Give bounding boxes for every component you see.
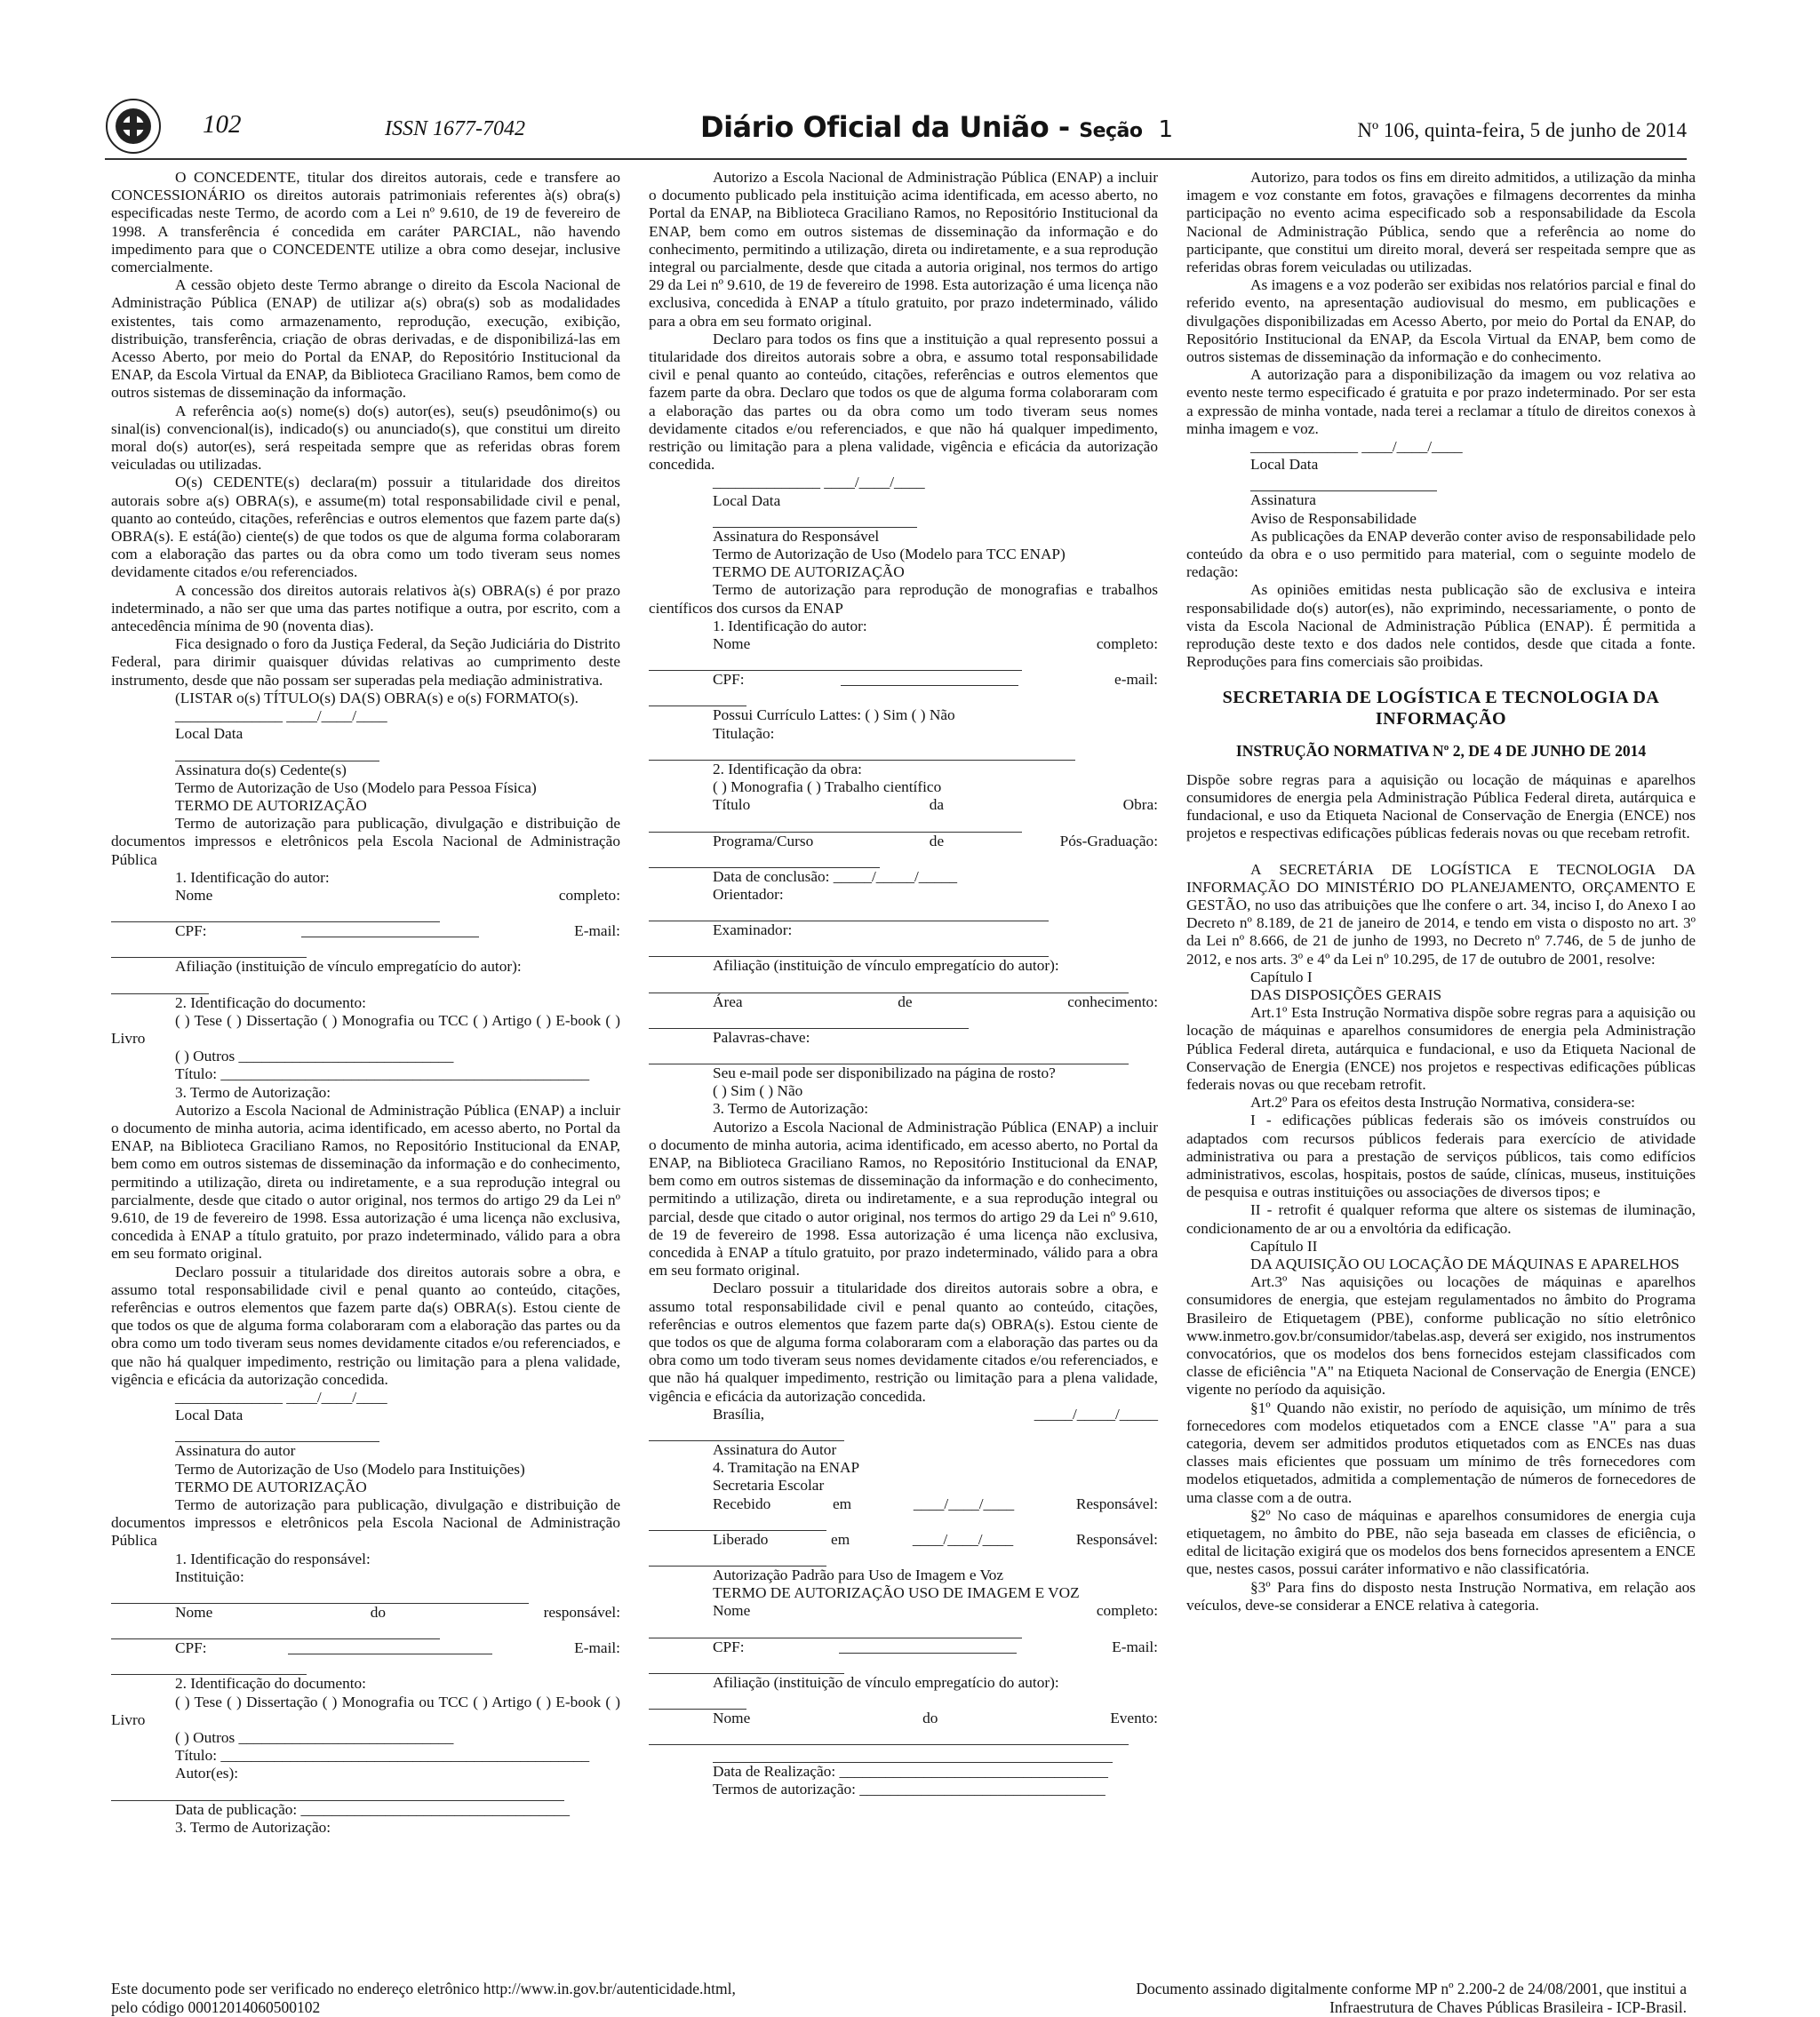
form-field: CPF: e-mail: <box>713 671 1158 689</box>
paragraph: O(s) CEDENTE(s) declara(m) possuir a titularidade dos direitos autorais sobre a(s) OBRA(s), e assume(m) total responsabilidade civil e penal, quanto ao conteúdo, citações, referências e outros elementos que fazem parte da(s) OBRA(s). E está(ão) ciente(s) de que todos os que de alguma forma colaboraram com a elaboração das partes ou da obra como um todo tiveram seus nomes devidamente citados e/ou referenciados. <box>111 474 620 581</box>
form-blank <box>111 1783 564 1801</box>
verification-url-text: Este documento pode ser verificado no endereço eletrônico http://www.in.gov.br/autenticidade.html, <box>111 1980 736 1997</box>
article-paragraph: §1º Quando não existir, no período de aquisição, um mínimo de três fornecedores com modelos etiquetados com a ENCE classe "A" para a sua categoria, devem ser admitidos produtos etiquetados com as ENCEs nas duas classes mais eficientes que possuam um mínimo de três fornecedores com modelos etiquetados, admitida a complementação de números de fornecedores de uma classe com a de outra. <box>1186 1399 1696 1506</box>
form-blank <box>111 977 209 994</box>
act-summary: Dispõe sobre regras para a aquisição ou locação de máquinas e aparelhos consumidores de energia pela Administração Pública Federal direta, autárquica e fundacional, e uso da Etiqueta Nacional de Conservação de Energia (ENCE) nos projetos e respectivas edificações públicas federais novas ou que recebam retrofit. <box>1186 770 1696 842</box>
form-field: Área de conhecimento: <box>713 993 1158 1010</box>
page-header <box>105 98 1687 151</box>
form-field: CPF: E-mail: <box>175 1639 620 1657</box>
header-rule <box>105 158 1687 160</box>
imprensa-nacional-seal-icon <box>105 98 162 155</box>
paragraph: Declaro possuir a titularidade dos direitos autorais sobre a obra, e assumo total responsabilidade civil e penal quanto ao conteúdo, citações, referências e outros elementos que fazem parte da(s) OBRA(s). Estou ciente de que todos os que de alguma forma colaboraram com a elaboração das partes ou da obra como um todo tiveram seus nomes devidamente citados e/ou referenciados, e que não há qualquer impedimento, restrição ou limitação para a plena validade, vigência e eficácia da autorização concedida. <box>649 1280 1158 1405</box>
signature-label: Assinatura do autor <box>175 1442 296 1460</box>
form-blank <box>649 939 1049 957</box>
form-title: TERMO DE AUTORIZAÇÃO <box>175 1478 367 1495</box>
form-title: Termo de Autorização de Uso (Modelo para Instituições) <box>175 1460 525 1478</box>
form-blank <box>649 904 1049 921</box>
form-blank <box>649 689 746 706</box>
form-field: Programa/Curso de Pós-Graduação: <box>713 832 1158 849</box>
article: Art.2º Para os efeitos desta Instrução Normativa, considera-se: <box>1250 1094 1635 1112</box>
form-field: Nome completo: <box>713 1602 1158 1620</box>
form-field: Data de Realização: ___________________________________ <box>713 1763 1108 1781</box>
paragraph: Fica designado o foro da Justiça Federal, da Seção Judiciária do Distrito Federal, para dirimir quaisquer dúvidas relativas ao cumprimento deste instrumento, desde que não possam ser superadas pela mediação administrativa. <box>111 635 620 689</box>
signature-blank <box>175 744 379 761</box>
form-title: TERMO DE AUTORIZAÇÃO <box>175 796 367 814</box>
form-blank <box>649 1692 746 1710</box>
form-blank <box>111 905 440 922</box>
chapter-number: Capítulo I <box>1250 968 1313 985</box>
paragraph: Termo de autorização para reprodução de monografias e trabalhos científicos dos cursos da ENAP <box>649 581 1158 617</box>
notice-title: Aviso de Responsabilidade <box>1250 509 1417 527</box>
paragraph: Autorizo a Escola Nacional de Administração Pública (ENAP) a incluir o documento publicado pela instituição acima identificada, em acesso aberto, no Portal da ENAP, na Biblioteca Graciliano Ramos, no Repositório Institucional da ENAP, bem como em outros sistemas de disseminação da informação e do conhecimento, permitindo a utilização, direta ou indiretamente, e a sua reprodução integral ou parcialmente, desde que citada a autoria original, nos termos do artigo 29 da Lei nº 9.610, de 19 de fevereiro de 1998. Esta autorização é uma licença não exclusiva, concedida à ENAP a título gratuito, por prazo indeterminado, válido para a obra em seu formato original. <box>649 169 1158 330</box>
column-1 <box>111 169 620 1837</box>
form-blank <box>649 1727 1129 1745</box>
form-field: Afiliação (instituição de vínculo empregatício do autor): <box>175 958 522 976</box>
form-field: ( ) Outros ____________________________ <box>175 1729 454 1747</box>
form-title: TERMO DE AUTORIZAÇÃO <box>713 563 905 581</box>
checkbox-options: ( ) Sim ( ) Não <box>713 1082 803 1100</box>
paragraph: As imagens e a voz poderão ser exibidas nos relatórios parcial e final do referido evento, na apresentação audiovisual do mesmo, em publicações e divulgações disponibilizadas em Acesso Aberto, por meio do Portal da ENAP, do Repositório Institucional da ENAP, da Escola Virtual da ENAP, bem como de outros sistemas de disseminação da informação e do conhecimento. <box>1186 276 1696 366</box>
checkbox-options: ( ) Tese ( ) Dissertação ( ) Monografia ou TCC ( ) Artigo ( ) E-book ( ) Livro <box>111 1693 620 1728</box>
form-blank <box>649 976 1129 993</box>
form-blank <box>649 1011 969 1029</box>
form-field: Seu e-mail pode ser disponibilizado na página de rosto? <box>713 1064 1056 1081</box>
paragraph: (LISTAR o(s) TÍTULO(s) DA(S) OBRA(s) e o(s) FORMATO(s). <box>175 689 579 706</box>
page-number: 102 <box>203 110 242 139</box>
signature-label: Assinatura <box>1250 491 1316 509</box>
form-field: Nome do Evento: <box>713 1710 1158 1727</box>
form-blank <box>649 653 1022 671</box>
form-blank <box>111 940 307 958</box>
paragraph: As opiniões emitidas nesta publicação são de exclusiva e inteira responsabilidade do(s) autor(es), não exprimindo, necessariamente, o ponto de vista da Escola Nacional de Administração Pública (ENAP). É permitida a reprodução deste texto e dos dados nele contidos, desde que citada a fonte. Reproduções para fins comerciais são proibidas. <box>1186 581 1696 671</box>
article-paragraph: §3º Para fins do disposto nesta Instrução Normativa, em relação aos veículos, deve-se considerar a ENCE relativa à categoria. <box>1186 1578 1696 1614</box>
form-blank <box>649 1549 826 1567</box>
form-blank <box>111 1657 307 1675</box>
form-field: Nome completo: <box>175 886 620 904</box>
issn: ISSN 1677-7042 <box>385 117 525 140</box>
form-blank <box>713 1745 1113 1763</box>
form-blank <box>649 743 1075 761</box>
paragraph: A concessão dos direitos autorais relativos à(s) OBRA(s) é por prazo indeterminado, a não ser que uma das partes notifique a outra, por escrito, com a antecedência mínima de 90 (noventa dias). <box>111 581 620 635</box>
chapter-title: DAS DISPOSIÇÕES GERAIS <box>1250 985 1442 1003</box>
signature-blank <box>713 510 917 528</box>
signature-line: ______________ ____/____/____ <box>713 474 925 491</box>
local-data-label: Local Data <box>175 725 243 743</box>
form-field: CPF: E-mail: <box>713 1638 1158 1655</box>
article: Art.3º Nas aquisições ou locações de máquinas e aparelhos consumidores de energia, que estejam regulamentados no âmbito do Programa Brasileiro de Etiquetagem (PBE), conforme publicação no sítio eletrônico www.inmetro.gov.br/consumidor/tabelas.asp, deverá ser exigido, nos instrumentos convocatórios, que os modelos dos bens fornecidos estejam classificados com classe de eficiência "A" na Etiqueta Nacional de Conservação de Energia (ENCE) vigente no período da aquisição. <box>1186 1273 1696 1399</box>
form-field: Secretaria Escolar <box>713 1477 825 1495</box>
paragraph: Termo de autorização para publicação, divulgação e distribuição de documentos impressos e eletrônicos pela Escola Nacional de Administração Pública <box>111 815 620 868</box>
form-blank <box>649 1621 1022 1638</box>
form-blank <box>649 850 880 868</box>
form-field: Instituição: <box>175 1567 244 1585</box>
form-field: Liberado em ____/____/____ Responsável: <box>713 1530 1158 1548</box>
form-field: Orientador: <box>713 885 784 903</box>
paragraph: Autorizo a Escola Nacional de Administração Pública (ENAP) a incluir o documento de minha autoria, acima identificado, em acesso aberto, no Portal da ENAP, na Biblioteca Graciliano Ramos, no Repositório Institucional da ENAP, bem como em outros sistemas de disseminação da informação e do conhecimento, permitindo a utilização, direta ou indiretamente, e a sua reprodução integral ou parcial, desde que citado o autor original, nos termos do artigo 29 da Lei nº 9.610, de 19 de fevereiro de 1998. Essa autorização é uma licença não exclusiva, concedida à ENAP a título gratuito, por prazo indeterminado, válido para a obra em seu formato original. <box>649 1118 1158 1280</box>
act-heading: INSTRUÇÃO NORMATIVA Nº 2, DE 4 DE JUNHO DE 2014 <box>1235 742 1647 761</box>
form-field: Data de publicação: ___________________________________ <box>175 1800 570 1818</box>
chapter-title: DA AQUISIÇÃO OU LOCAÇÃO DE MÁQUINAS E APARELHOS <box>1250 1255 1680 1272</box>
form-blank <box>649 1513 826 1531</box>
article-item: II - retrofit é qualquer reforma que altere os sistemas de iluminação, condicionamento de ar ou a envoltória da edificação. <box>1186 1201 1696 1237</box>
section-label: 1. Identificação do responsável: <box>175 1550 371 1567</box>
signature-line: ______________ ____/____/____ <box>175 1389 387 1406</box>
checkbox-options: ( ) Tese ( ) Dissertação ( ) Monografia ou TCC ( ) Artigo ( ) E-book ( ) Livro <box>111 1011 620 1047</box>
column-3 <box>1186 169 1696 1614</box>
form-title: TERMO DE AUTORIZAÇÃO USO DE IMAGEM E VOZ <box>713 1584 1080 1602</box>
footer-verification <box>111 1980 822 2017</box>
signature-label: Assinatura do Autor <box>713 1440 837 1458</box>
paragraph: A SECRETÁRIA DE LOGÍSTICA E TECNOLOGIA DA INFORMAÇÃO DO MINISTÉRIO DO PLANEJAMENTO, ORÇAMENTO E GESTÃO, no uso das atribuições que lhe confere o art. 34, inciso I, do Anexo I ao Decreto nº 8.189, de 21 de janeiro de 2014, e tendo em vista o disposto no art. 3º da Lei nº 8.666, de 21 de junho de 1993, no Decreto nº 7.746, de 5 de junho de 2012, e nos arts. 3º e 4º da Lei nº 10.295, de 17 de outubro de 2001, resolve: <box>1186 860 1696 968</box>
form-field: Título da Obra: <box>713 796 1158 814</box>
section-label: Seção <box>1079 120 1143 142</box>
verification-code: pelo código 00012014060500102 <box>111 1998 321 2016</box>
form-blank <box>649 1423 844 1441</box>
paragraph: As publicações da ENAP deverão conter aviso de responsabilidade pelo conteúdo da obra e o uso permitido para material, com o seguinte modelo de redação: <box>1186 527 1696 581</box>
form-field: CPF: E-mail: <box>175 922 620 940</box>
form-field: Termos de autorização: ________________________________ <box>713 1781 1106 1798</box>
form-field: Título: ________________________________________________ <box>175 1065 590 1083</box>
signature-notice-line: Documento assinado digitalmente conforme MP nº 2.200-2 de 24/08/2001, que institui a <box>1136 1980 1687 1997</box>
form-field: ( ) Outros ____________________________ <box>175 1048 454 1065</box>
paragraph: A cessão objeto deste Termo abrange o direito da Escola Nacional de Administração Pública (ENAP) de utilizar a(s) obra(s) sob as modalidades existentes, tais como armazenamento, reprodução, execução, exibição, distribuição, transferência, criação de obras derivadas, e de disponibilizá-las em Acesso Aberto, por meio do Portal da ENAP, do Repositório Institucional da ENAP, da Escola Virtual da ENAP, da Biblioteca Graciliano Ramos, bem como de outros sistemas de disseminação da informação. <box>111 276 620 402</box>
section-label: 1. Identificação do autor: <box>175 868 330 886</box>
local-data-label: Local Data <box>175 1407 243 1424</box>
form-field: Nome do responsável: <box>175 1604 620 1622</box>
section-label: 3. Termo de Autorização: <box>175 1083 331 1101</box>
section-number: 1 <box>1158 116 1173 143</box>
form-field: Examinador: <box>713 921 793 939</box>
signature-blank <box>1250 474 1437 491</box>
signature-line: ______________ ____/____/____ <box>175 707 387 725</box>
spacer <box>1186 843 1696 861</box>
section-label: 3. Termo de Autorização: <box>175 1818 331 1836</box>
paragraph: A referência ao(s) nome(s) do(s) autor(es), seu(s) pseudônimo(s) ou sinal(is) convencional(is), indicado(s) ou anunciado(s), que constitui um direito moral do(s) autor(es), será respeitada sempre que as referidas obras forem veiculadas ou utilizadas. <box>111 402 620 474</box>
form-blank <box>649 1047 1129 1064</box>
paragraph: A autorização para a disponibilização da imagem ou voz relativa ao evento neste termo especificado é gratuita e por prazo indeterminado. Por ser esta a expressão de minha vontade, nada terei a reclamar a título de direitos conexos à minha imagem e voz. <box>1186 366 1696 437</box>
paragraph: Autorizo, para todos os fins em direito admitidos, a utilização da minha imagem e voz constante em fotos, gravações e filmagens decorrentes da minha participação no evento acima especificado sob a responsabilidade da Escola Nacional de Administração Pública, sendo que a referência ao nome do participante, que constitui um direito moral, deverá ser respeitada sempre que as referidas obras forem veiculadas ou utilizadas. <box>1186 169 1696 276</box>
signature-line: ______________ ____/____/____ <box>1250 438 1463 456</box>
paragraph: Declaro possuir a titularidade dos direitos autorais sobre a obra, e assumo total responsabilidade civil e penal quanto ao conteúdo, citações, referências e outros elementos que fazem parte da(s) OBRA(s). Estou ciente de que todos os que de alguma forma colaboraram com a elaboração das partes ou da obra como um todo tiveram seus nomes devidamente citados e/ou referenciados, e que não há qualquer impedimento, restrição ou limitação para a plena validade, vigência e eficácia da autorização concedida. <box>111 1263 620 1388</box>
paragraph: Autorizo a Escola Nacional de Administração Pública (ENAP) a incluir o documento de minha autoria, acima identificado, em acesso aberto, no Portal da ENAP, na Biblioteca Graciliano Ramos, no Repositório Institucional da ENAP, bem como em outros sistemas de disseminação da informação e do conhecimento, permitindo a utilização, direta ou indiretamente, e a sua reprodução integral ou parcialmente, desde que citado o autor original, nos termos do artigo 29 da Lei nº 9.610, de 19 de fevereiro de 1998. Essa autorização é uma licença não exclusiva, concedida à ENAP a título gratuito, por prazo indeterminado, válido para a obra em seu formato original. <box>111 1101 620 1263</box>
edition-info: Nº 106, quinta-feira, 5 de junho de 2014 <box>1357 119 1687 141</box>
form-title: Termo de Autorização de Uso (Modelo para Pessoa Física) <box>175 778 537 796</box>
form-field: Data de conclusão: _____/_____/_____ <box>713 867 958 885</box>
article-item: I - edificações públicas federais são os imóveis construídos ou adaptados com recursos públicos federais para exercício de atividade administrativa ou para a prestação de serviços públicos, tais como edifícios administrativos, escolas, hospitais, postos de saúde, clínicas, museus, instituições de pesquisa e outras instituições ou associações de diversos tipos; e <box>1186 1112 1696 1201</box>
local-data-label: Local Data <box>1250 456 1319 474</box>
journal-name: Diário Oficial da União - <box>700 110 1080 144</box>
paragraph: O CONCEDENTE, titular dos direitos autorais, cede e transfere ao CONCESSIONÁRIO os direitos autorais patrimoniais referentes à(s) obra(s) especificadas neste Termo, de acordo com a Lei nº 9.610, de 19 de fevereiro de 1998. A transferência é concedida em caráter PARCIAL, não havendo impedimento para que o CONCEDENTE utilize a obra como desejar, inclusive comercialmente. <box>111 169 620 276</box>
form-field: Titulação: <box>713 724 775 742</box>
section-label: 3. Termo de Autorização: <box>713 1100 869 1118</box>
form-blank <box>649 815 1022 833</box>
form-field: Palavras-chave: <box>713 1028 810 1046</box>
paragraph: Declaro para todos os fins que a instituição a qual represento possui a titularidade dos direitos autorais sobre a obra, e assumo total responsabilidade civil e penal quanto ao conteúdo, citações, referências e outros elementos que fazem parte da obra. Declaro que todos os que de alguma forma colaboraram com a elaboração das partes ou da obra como um todo tiveram seus nomes devidamente citados e/ou referenciados, e que não há qualquer impedimento, restrição ou limitação para a plena validade, vigência e eficácia da autorização concedida. <box>649 330 1158 474</box>
form-field: Título: ________________________________________________ <box>175 1747 590 1765</box>
column-2 <box>649 169 1158 1799</box>
article-paragraph: §2º No caso de máquinas e aparelhos consumidores de energia cuja etiquetagem, no âmbito do PBE, não seja baseada em classes de eficiência, o edital de licitação exigirá que os modelos dos bens fornecidos apresentem a ENCE que, nestes casos, possui caráter informativo e não classificatória. <box>1186 1506 1696 1578</box>
chapter-number: Capítulo II <box>1250 1237 1318 1255</box>
form-field: Possui Currículo Lattes: ( ) Sim ( ) Não <box>713 706 955 724</box>
paragraph: Termo de autorização para publicação, divulgação e distribuição de documentos impressos e eletrônicos pela Escola Nacional de Administração Pública <box>111 1496 620 1550</box>
form-blank <box>111 1586 529 1604</box>
signature-label: Assinatura do Responsável <box>713 527 880 545</box>
checkbox-options: ( ) Monografia ( ) Trabalho científico <box>713 778 942 796</box>
signature-label: Assinatura do(s) Cedente(s) <box>175 761 347 778</box>
section-label: 2. Identificação do documento: <box>175 1675 366 1693</box>
form-blank <box>111 1622 440 1639</box>
journal-title <box>700 110 1173 144</box>
section-label: 2. Identificação do documento: <box>175 993 366 1011</box>
section-label: 4. Tramitação na ENAP <box>713 1459 860 1477</box>
section-label: 1. Identificação do autor: <box>713 617 867 634</box>
form-field: Brasília, _____/_____/_____ <box>713 1405 1158 1423</box>
article: Art.1º Esta Instrução Normativa dispõe sobre regras para a aquisição ou locação de máquinas e aparelhos consumidores de energia pela Administração Pública Federal direta, autárquica e fundacional, e uso da Etiqueta Nacional de Conservação de Energia (ENCE) nos projetos e respectivas edificações públicas federais novas ou que recebam retrofit. <box>1186 1004 1696 1093</box>
form-field: Recebido em ____/____/____ Responsável: <box>713 1495 1158 1512</box>
section-heading: SECRETARIA DE LOGÍSTICA E TECNOLOGIA DA INFORMAÇÃO <box>1222 688 1660 729</box>
local-data-label: Local Data <box>713 491 781 509</box>
form-title: Autorização Padrão para Uso de Imagem e Voz <box>713 1567 1004 1583</box>
signature-blank <box>175 1424 379 1442</box>
section-label: 2. Identificação da obra: <box>713 760 862 777</box>
footer-signature-notice <box>1022 1980 1687 2017</box>
form-title: Termo de Autorização de Uso (Modelo para TCC ENAP) <box>713 546 1066 563</box>
form-field: Autor(es): <box>175 1765 239 1782</box>
form-field: Afiliação (instituição de vínculo empregatício do autor): <box>713 957 1059 975</box>
form-blank <box>649 1656 844 1674</box>
form-field: Nome completo: <box>713 635 1158 653</box>
signature-notice-line: Infraestrutura de Chaves Públicas Brasileira - ICP-Brasil. <box>1329 1998 1687 2016</box>
form-field: Afiliação (instituição de vínculo empregatício do autor): <box>713 1673 1059 1691</box>
